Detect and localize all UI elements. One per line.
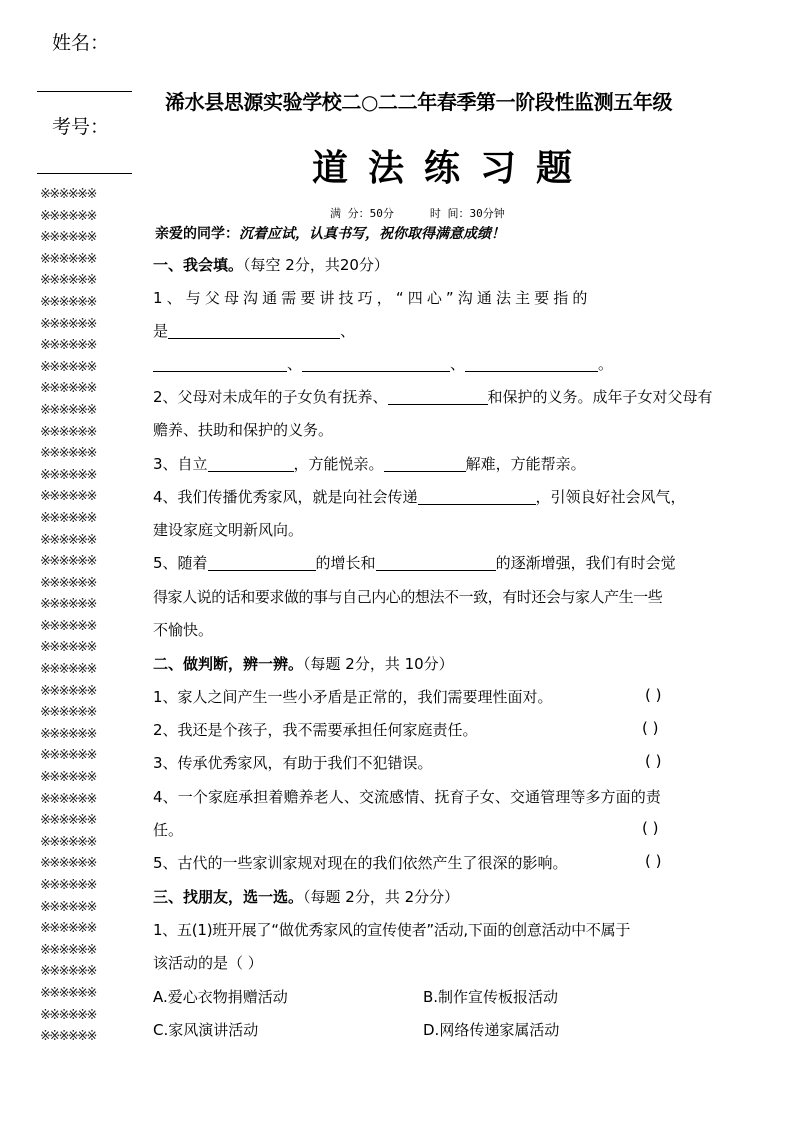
answer-blank[interactable] bbox=[153, 356, 287, 372]
q4-line2: 建设家庭文明新风向。 bbox=[153, 521, 304, 539]
judge-item-5: 5、古代的一些家训家规对现在的我们依然产生了很深的影响。 bbox=[153, 854, 568, 872]
greeting: 亲爱的同学： bbox=[155, 226, 239, 242]
q5-line1: 5、随着 的增长和 的逐渐增强，我们有时会觉 bbox=[153, 554, 676, 572]
greeting-line bbox=[155, 223, 505, 243]
option-b[interactable]: B.制作宣传板报活动 bbox=[423, 988, 559, 1006]
score-info: 满 分：50分 bbox=[330, 207, 394, 220]
q2-line1: 2、父母对未成年的子女负有抚养、 和保护的义务。成年子女对父母有 bbox=[153, 388, 713, 406]
answer-blank[interactable] bbox=[208, 555, 316, 571]
section1-points: （每空 2分，共20分） bbox=[243, 256, 389, 274]
option-d[interactable]: D.网络传递家属活动 bbox=[423, 1021, 560, 1039]
answer-paren[interactable]: ( ) bbox=[645, 752, 662, 770]
answer-paren[interactable]: ( ) bbox=[642, 819, 659, 837]
q1-line1: 1、与父母沟通需要讲技巧，“四心”沟通法主要指的 bbox=[153, 289, 592, 307]
q1-line2: 是 、 bbox=[153, 322, 356, 340]
q4-line1: 4、我们传播优秀家风，就是向社会传递 ，引领良好社会风气， bbox=[153, 488, 686, 506]
name-label: 姓名： bbox=[52, 32, 110, 54]
answer-blank[interactable] bbox=[302, 356, 450, 372]
answer-blank[interactable] bbox=[388, 389, 488, 405]
id-label: 考号： bbox=[52, 116, 110, 138]
answer-blank[interactable] bbox=[418, 489, 536, 505]
answer-paren[interactable]: ( ) bbox=[642, 719, 659, 737]
answer-paren[interactable]: ( ) bbox=[645, 852, 662, 870]
answer-blank[interactable] bbox=[208, 456, 294, 472]
school-line: 浠水县思源实验学校二○二二年春季第一阶段性监测五年级 bbox=[165, 90, 673, 114]
q5-line3: 不愉快。 bbox=[153, 621, 214, 639]
id-rule bbox=[37, 173, 132, 174]
answer-blank[interactable] bbox=[168, 323, 340, 339]
section3-heading: 三、找朋友，选一选。（每题 2分，共 2分分） bbox=[153, 888, 460, 906]
name-rule bbox=[37, 91, 132, 92]
judge-item-4-line2: 任。 bbox=[153, 821, 184, 839]
judge-item-2: 2、我还是个孩子，我不需要承担任何家庭责任。 bbox=[153, 721, 478, 739]
q5-line2: 得家人说的话和要求做的事与自己内心的想法不一致，有时还会与家人产生一些 bbox=[153, 588, 663, 606]
time-info: 时 间：30分钟 bbox=[429, 207, 505, 220]
option-c[interactable]: C.家风演讲活动 bbox=[153, 1021, 259, 1039]
page-title: 道法练习题 bbox=[312, 148, 593, 189]
section2-heading: 二、做判断，辨一辨。（每题 2分，共 10分） bbox=[153, 655, 454, 673]
binding-separator: ※※※※※※ ※※※※※※ ※※※※※※ ※※※※※※ ※※※※※※ ※※※※※※ ※※※※※※ ※※※※※※ ※※※※※※ ※※※※※※ ※※※※※※ ※※※※※※ ※※※※※※ ※※※※※※ ※※※※※※ ※※※※※※ ※※※※※※ ※※※※※※ ※※※※※※ ※※※※※※ ※※※※※※ ※※※※※※ ※※※※※※ ※※※※※※ ※※※※※※ ※※※※※※ ※※※※※※ ※※※※※※ ※※※※※※ ※※※※※※ ※※※※※※ ※※※※※※ ※※※※※※ ※※※※※※ ※※※※※※ ※※※※※※ ※※※※※※ ※※※※※※ ※※※※※※ ※※※※※※ bbox=[40, 187, 96, 1045]
option-a[interactable]: A.爱心衣物捐赠活动 bbox=[153, 988, 288, 1006]
choice-q1-line1: 1、五(1)班开展了“做优秀家风的宣传使者”活动,下面的创意活动中不属于 bbox=[153, 921, 631, 939]
answer-paren[interactable]: ( ) bbox=[645, 686, 662, 704]
q2-line2: 赡养、扶助和保护的义务。 bbox=[153, 421, 334, 439]
section3-points: （每题 2分，共 2分分） bbox=[303, 888, 460, 906]
q1-line3: 、 、 。 bbox=[153, 353, 613, 374]
answer-blank[interactable] bbox=[465, 356, 598, 372]
judge-item-1: 1、家人之间产生一些小矛盾是正常的，我们需要理性面对。 bbox=[153, 688, 553, 706]
encouragement: 沉着应试，认真书写，祝你取得满意成绩！ bbox=[239, 226, 505, 242]
choice-q1-line2: 该活动的是（ ） bbox=[153, 954, 263, 972]
q3-line: 3、自立 ，方能悦亲。 解难，方能帮亲。 bbox=[153, 455, 586, 473]
exam-meta bbox=[330, 205, 541, 221]
section2-points: （每题 2分，共 10分） bbox=[303, 655, 454, 673]
judge-item-4: 4、一个家庭承担着赡养老人、交流感情、抚育子女、交通管理等多方面的责 bbox=[153, 788, 661, 806]
answer-blank[interactable] bbox=[376, 555, 496, 571]
section1-heading: 一、我会填。（每空 2分，共20分） bbox=[153, 256, 389, 274]
answer-blank[interactable] bbox=[384, 456, 466, 472]
judge-item-3: 3、传承优秀家风，有助于我们不犯错误。 bbox=[153, 754, 433, 772]
